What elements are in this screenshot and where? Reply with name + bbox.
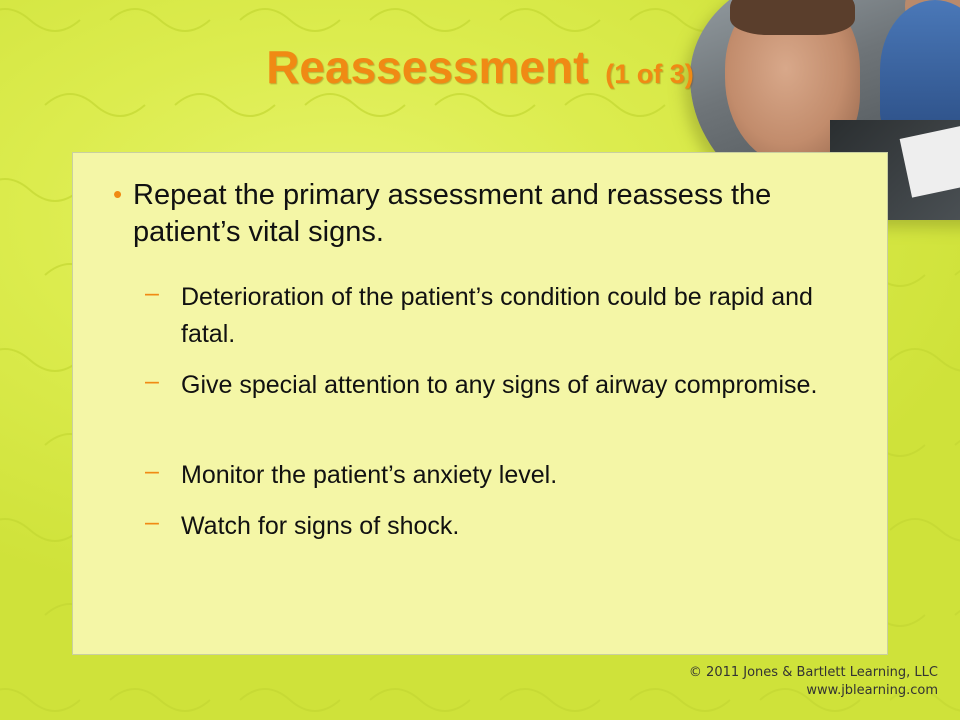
background-swoosh [175,94,275,116]
bullet-marker: • [113,179,123,209]
background-swoosh [955,434,960,456]
background-swoosh [0,9,80,31]
background-swoosh [500,9,600,31]
copyright-footer [689,664,938,700]
background-swoosh [0,519,80,541]
background-swoosh [0,179,80,201]
background-swoosh [45,94,145,116]
sub-bullet-text: Watch for signs of shock. [181,512,460,540]
content-box [72,152,888,655]
bullet-text: Repeat the primary assessment and reassess the patient’s vital signs. [133,179,772,248]
background-swoosh [0,349,80,371]
slide-title [0,40,960,94]
sub-bullet-marker: – [145,457,159,485]
background-swoosh [110,9,210,31]
background-swoosh [500,689,600,711]
background-swoosh [110,689,210,711]
background-swoosh [890,519,960,541]
background-swoosh [370,9,470,31]
background-swoosh [240,9,340,31]
background-swoosh [305,94,405,116]
background-swoosh [565,94,665,116]
website-text: www.jblearning.com [806,683,938,698]
copyright-text: © 2011 Jones & Bartlett Learning, LLC [688,665,938,680]
background-swoosh [955,604,960,626]
sub-bullet-text: Deterioration of the patient’s condition could be rapid and fatal. [181,283,813,348]
background-swoosh [370,689,470,711]
title-main: Reassessment [266,41,589,93]
sub-bullet-marker: – [145,367,159,395]
background-swoosh [0,689,80,711]
sub-bullet-marker: – [145,508,159,536]
emt-hair [730,0,855,35]
background-swoosh [240,689,340,711]
sub-bullet-marker: – [145,279,159,307]
background-swoosh [955,264,960,286]
background-swoosh [890,349,960,371]
title-page-indicator: (1 of 3) [605,59,694,89]
sub-bullet-text: Give special attention to any signs of airway compromise. [181,371,818,399]
background-swoosh [435,94,535,116]
sub-bullet-text: Monitor the patient’s anxiety level. [181,461,558,489]
